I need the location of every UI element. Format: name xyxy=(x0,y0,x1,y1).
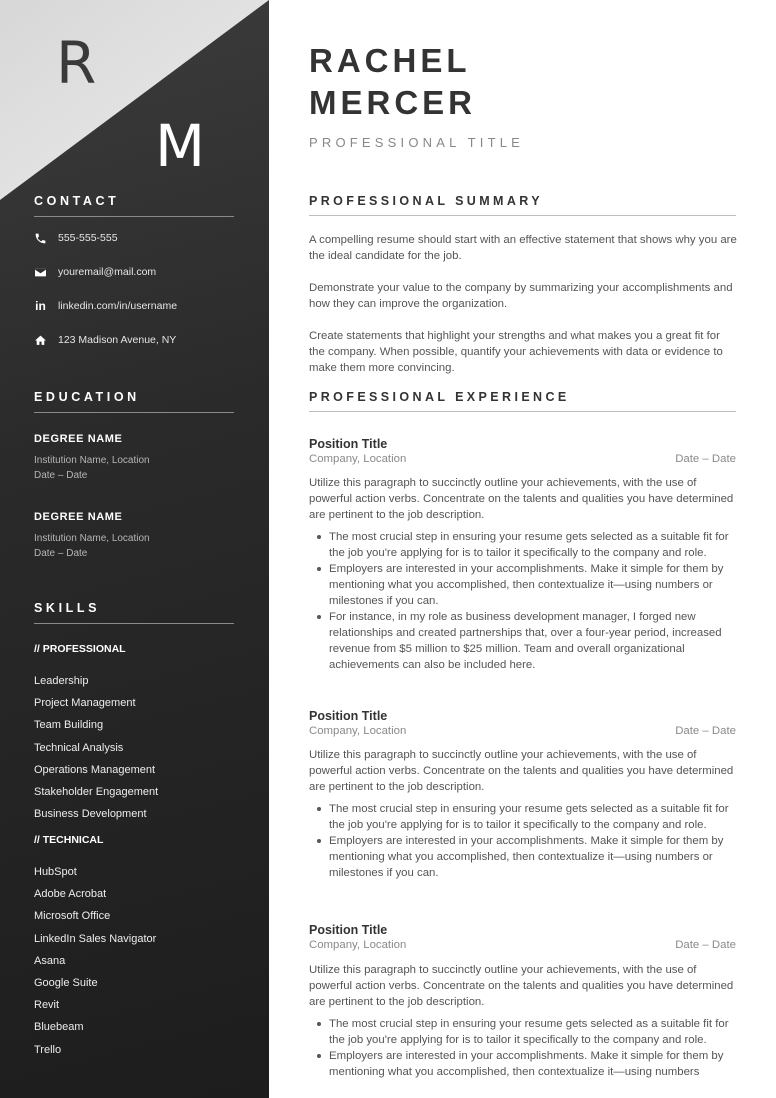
contact-email-text: youremail@mail.com xyxy=(58,266,157,278)
education-dates: Date – Date xyxy=(34,548,88,559)
job-meta xyxy=(309,725,736,737)
education-dates: Date – Date xyxy=(34,470,88,481)
skill-item: Microsoft Office xyxy=(34,910,111,923)
education-institution: Institution Name, Location xyxy=(34,455,150,466)
contact-address xyxy=(34,332,176,348)
monogram-backdrop xyxy=(0,0,269,200)
contact-address-text: 123 Madison Avenue, NY xyxy=(58,334,177,346)
summary-paragraph: Create statements that highlight your strengths and what makes you a great fit for the company. When possible, quantify your achievements with data or evidence to make them more convincing. xyxy=(309,330,723,374)
job-bullet: Employers are interested in your accomplishments. Make it simple for them by mentioning what you accomplished, then contextualize it—using numbers or milestones if you can. xyxy=(329,833,737,881)
email-icon xyxy=(34,266,47,279)
job-title: Position Title xyxy=(309,437,388,451)
education-degree: DEGREE NAME xyxy=(34,511,123,523)
job-description: Utilize this paragraph to succinctly outline your achievements, with the use of powerful action verbs. Concentrate on the talents and qualities you have determined are pertinent to the job description. xyxy=(309,477,734,521)
skill-item: Operations Management xyxy=(34,763,156,776)
monogram-initial-second: M xyxy=(155,112,206,180)
skill-item: Revit xyxy=(34,999,60,1012)
home-icon xyxy=(34,334,47,347)
job-dates: Date – Date xyxy=(675,453,736,465)
job-bullet: The most crucial step in ensuring your resume gets selected as a suitable fit for the job you're applying for is to tailor it specifically to the company and role. xyxy=(329,529,737,561)
professional-title: PROFESSIONAL TITLE xyxy=(309,135,525,150)
job-bullets xyxy=(329,529,737,673)
skill-item: Leadership xyxy=(34,675,89,687)
job-meta xyxy=(309,939,736,951)
contact-linkedin[interactable] xyxy=(34,298,177,314)
skill-item: Stakeholder Engagement xyxy=(34,785,159,798)
skills-professional-list xyxy=(34,674,158,829)
phone-icon xyxy=(34,232,47,245)
skill-item: Adobe Acrobat xyxy=(34,888,107,901)
job-company: Company, Location xyxy=(309,939,407,951)
skills-heading: SKILLS xyxy=(34,601,234,624)
job-title: Position Title xyxy=(309,923,388,937)
job-meta xyxy=(309,453,736,465)
skill-item: Trello xyxy=(34,1043,62,1056)
contact-phone[interactable] xyxy=(34,230,118,246)
education-heading: EDUCATION xyxy=(34,390,234,413)
job-bullets xyxy=(329,1016,737,1080)
name-last: MERCER xyxy=(309,84,477,121)
education-degree: DEGREE NAME xyxy=(34,433,123,445)
summary-paragraph: A compelling resume should start with an effective statement that shows why you are the ideal candidate for the job. xyxy=(309,234,737,262)
job-dates: Date – Date xyxy=(675,725,736,737)
skill-item: Project Management xyxy=(34,697,136,710)
job-company: Company, Location xyxy=(309,453,407,465)
skill-item: Bluebeam xyxy=(34,1021,84,1034)
job-bullet: Employers are interested in your accomplishments. Make it simple for them by mentioning what you accomplished, then contextualize it—using numbers xyxy=(329,1048,737,1080)
skill-item: Team Building xyxy=(34,719,104,732)
summary-paragraph: Demonstrate your value to the company by summarizing your accomplishments and how they can improve the organization. xyxy=(309,282,733,310)
skill-item: Business Development xyxy=(34,808,147,821)
job-bullet: Employers are interested in your accomplishments. Make it simple for them by mentioning what you accomplished, then contextualize it—using numbers or milestones if you can. xyxy=(329,561,737,609)
name-first: RACHEL xyxy=(309,42,471,79)
skills-professional-label: // PROFESSIONAL xyxy=(34,643,126,655)
skill-item: LinkedIn Sales Navigator xyxy=(34,932,157,945)
sidebar xyxy=(0,0,269,1098)
experience-heading: PROFESSIONAL EXPERIENCE xyxy=(309,390,736,412)
job-bullet: For instance, in my role as business development manager, I forged new relationships and created partnerships that, over a four-year period, increased revenue from $5 million to $25 million. Team and overall organizational achievements can also be included here. xyxy=(329,609,737,673)
skills-technical-label: // TECHNICAL xyxy=(34,834,104,846)
education-institution: Institution Name, Location xyxy=(34,533,150,544)
contact-linkedin-text: linkedin.com/in/username xyxy=(58,300,178,312)
job-description: Utilize this paragraph to succinctly outline your achievements, with the use of powerful action verbs. Concentrate on the talents and qualities you have determined are pertinent to the job description. xyxy=(309,964,734,1008)
linkedin-icon: in xyxy=(35,299,46,313)
job-description: Utilize this paragraph to succinctly outline your achievements, with the use of powerful action verbs. Concentrate on the talents and qualities you have determined are pertinent to the job description. xyxy=(309,749,734,793)
contact-phone-text: 555-555-555 xyxy=(58,232,118,244)
summary-heading: PROFESSIONAL SUMMARY xyxy=(309,194,736,216)
job-company: Company, Location xyxy=(309,725,407,737)
monogram-initial-first: R xyxy=(56,29,97,97)
job-dates: Date – Date xyxy=(675,939,736,951)
skill-item: Technical Analysis xyxy=(34,741,124,754)
contact-heading: CONTACT xyxy=(34,194,234,217)
skill-item: Asana xyxy=(34,954,66,967)
contact-email[interactable] xyxy=(34,264,156,280)
job-bullets xyxy=(329,801,737,881)
job-bullet: The most crucial step in ensuring your resume gets selected as a suitable fit for the job you're applying for is to tailor it specifically to the company and role. xyxy=(329,801,737,833)
skill-item: Google Suite xyxy=(34,976,98,989)
skills-technical-list xyxy=(34,865,156,1065)
skill-item: HubSpot xyxy=(34,866,77,878)
job-bullet: The most crucial step in ensuring your resume gets selected as a suitable fit for the job you're applying for is to tailor it specifically to the company and role. xyxy=(329,1016,737,1048)
job-title: Position Title xyxy=(309,709,388,723)
